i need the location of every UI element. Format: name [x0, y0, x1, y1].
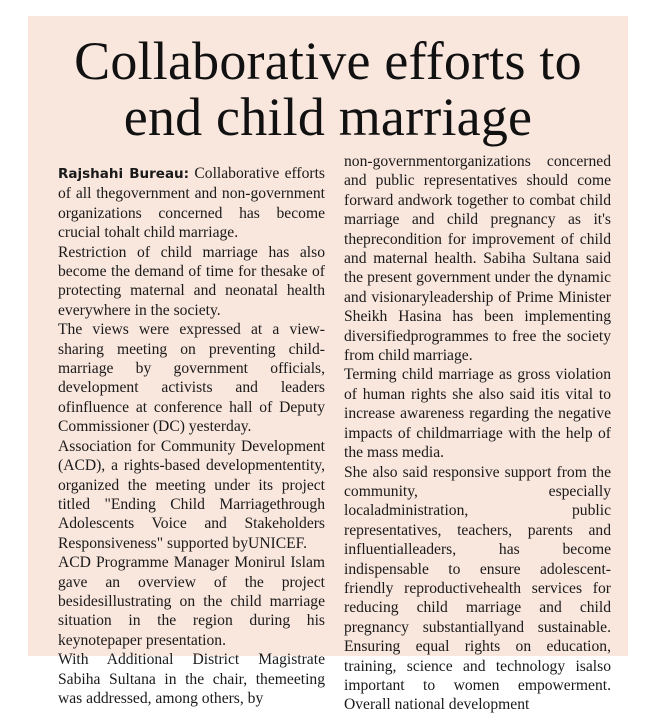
article-paragraph: ACD Programme Manager Monirul Islam gave an overview of the project besidesillustrating on the child marriage situation in the region during his keynotepaper presentation.: [58, 554, 325, 649]
article-paragraph: non-governmentorganizations concerned and public representatives should come forward andwork together to combat child marriage and child pregnancy as it's theprecondition for improvement of child and maternal health. Sabiha Sultana said the present government under the dynamic and visionaryleadership of Prime Minister Sheikh Hasina has been implementing diversifiedprogrammes to free the society from child marriage.: [344, 153, 611, 365]
article-column-left: [58, 164, 325, 708]
headline-line-2: end child marriage: [123, 87, 533, 147]
article-paragraph: The views were expressed at a view-sharing meeting on preventing child-marriage by government officials, development activists and leaders ofinfluence at conference hall of Deputy Commissioner (DC) yesterday.: [58, 321, 325, 436]
article-paragraph: With Additional District Magistrate Sabiha Sultana in the chair, themeeting was addressed, among others, by: [58, 651, 325, 707]
article-paragraph: Terming child marriage as gross violation of human rights she also said itis vital to increase awareness regarding the negative impacts of childmarriage with the help of the mass media.: [344, 366, 611, 462]
newspaper-clipping: [28, 16, 628, 714]
headline-line-1: Collaborative efforts to: [74, 31, 582, 91]
article-paragraph: Association for Community Development (ACD), a rights-based developmententity, organized the meeting under its project titled "Ending Child Marriagethrough Adolescents Voice and Stakeholders Responsiveness" supported byUNICEF.: [58, 437, 325, 552]
article-column-right: [344, 152, 611, 715]
paragraph-text: Collaborative efforts of all thegovernment and non-government organizations concerned has become crucial tohalt child marriage.: [58, 165, 325, 242]
article-paragraph: [58, 164, 325, 243]
dateline: Rajshahi Bureau:: [58, 166, 190, 182]
article-paragraph: She also said responsive support from the community, especially localadministration, public representatives, teachers, parents and influentialleaders, has become indispensable to ensure adolescent-friendly reproductivehealth services for reducing child marriage and child pregnancy substantiallyand sustainable. Ensuring equal rights on education, training, science and technology isalso important to women empowerment. Overall national development: [344, 463, 611, 714]
headline: [28, 33, 628, 145]
article-paragraph: Restriction of child marriage has also become the demand of time for thesake of protecting maternal and neonatal health everywhere in the society.: [58, 243, 325, 319]
